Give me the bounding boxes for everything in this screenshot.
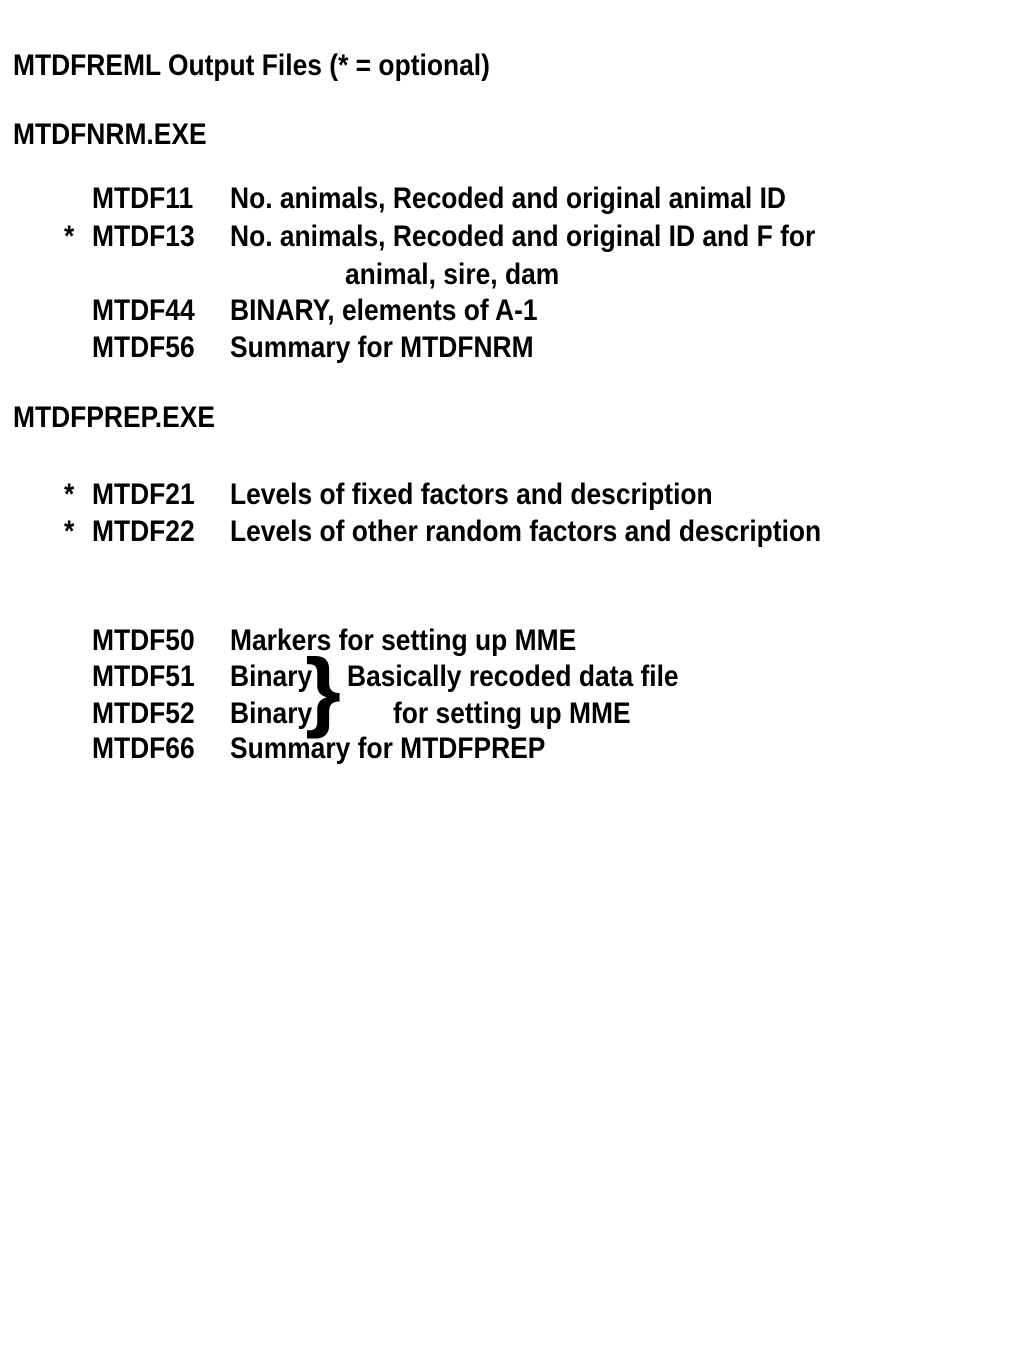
optional-asterisk: * bbox=[64, 478, 75, 511]
file-description: Binary bbox=[230, 697, 313, 730]
file-description: Summary for MTDFNRM bbox=[230, 331, 534, 364]
section-header-mtdfprep: MTDFPREP.EXE bbox=[13, 401, 215, 434]
section-header-mtdfnrm: MTDFNRM.EXE bbox=[13, 118, 207, 151]
file-description: Summary for MTDFPREP bbox=[230, 732, 546, 765]
file-label: MTDF66 bbox=[92, 732, 195, 765]
file-label: MTDF56 bbox=[92, 331, 195, 364]
optional-asterisk: * bbox=[64, 220, 75, 253]
file-label: MTDF21 bbox=[92, 478, 195, 511]
file-label: MTDF13 bbox=[92, 220, 195, 253]
file-label: MTDF50 bbox=[92, 624, 195, 657]
file-description: Levels of fixed factors and description bbox=[230, 478, 713, 511]
file-label: MTDF52 bbox=[92, 697, 195, 730]
file-label: MTDF44 bbox=[92, 294, 195, 327]
file-description: Markers for setting up MME bbox=[230, 624, 577, 657]
grouping-brace: } bbox=[305, 640, 341, 739]
file-description: BINARY, elements of A-1 bbox=[230, 294, 538, 327]
brace-note: Basically recoded data file bbox=[347, 660, 679, 693]
optional-asterisk: * bbox=[64, 515, 75, 548]
file-label: MTDF22 bbox=[92, 515, 195, 548]
file-description: No. animals, Recoded and original ID and F for bbox=[230, 220, 816, 253]
file-label: MTDF51 bbox=[92, 660, 195, 693]
description-continuation: animal, sire, dam bbox=[345, 258, 560, 291]
page-title: MTDFREML Output Files (* = optional) bbox=[13, 49, 490, 82]
file-label: MTDF11 bbox=[92, 182, 194, 215]
file-description: No. animals, Recoded and original animal ID bbox=[230, 182, 786, 215]
file-description: Levels of other random factors and description bbox=[230, 515, 822, 548]
file-description: Binary bbox=[230, 660, 313, 693]
brace-note: for setting up MME bbox=[393, 697, 631, 730]
